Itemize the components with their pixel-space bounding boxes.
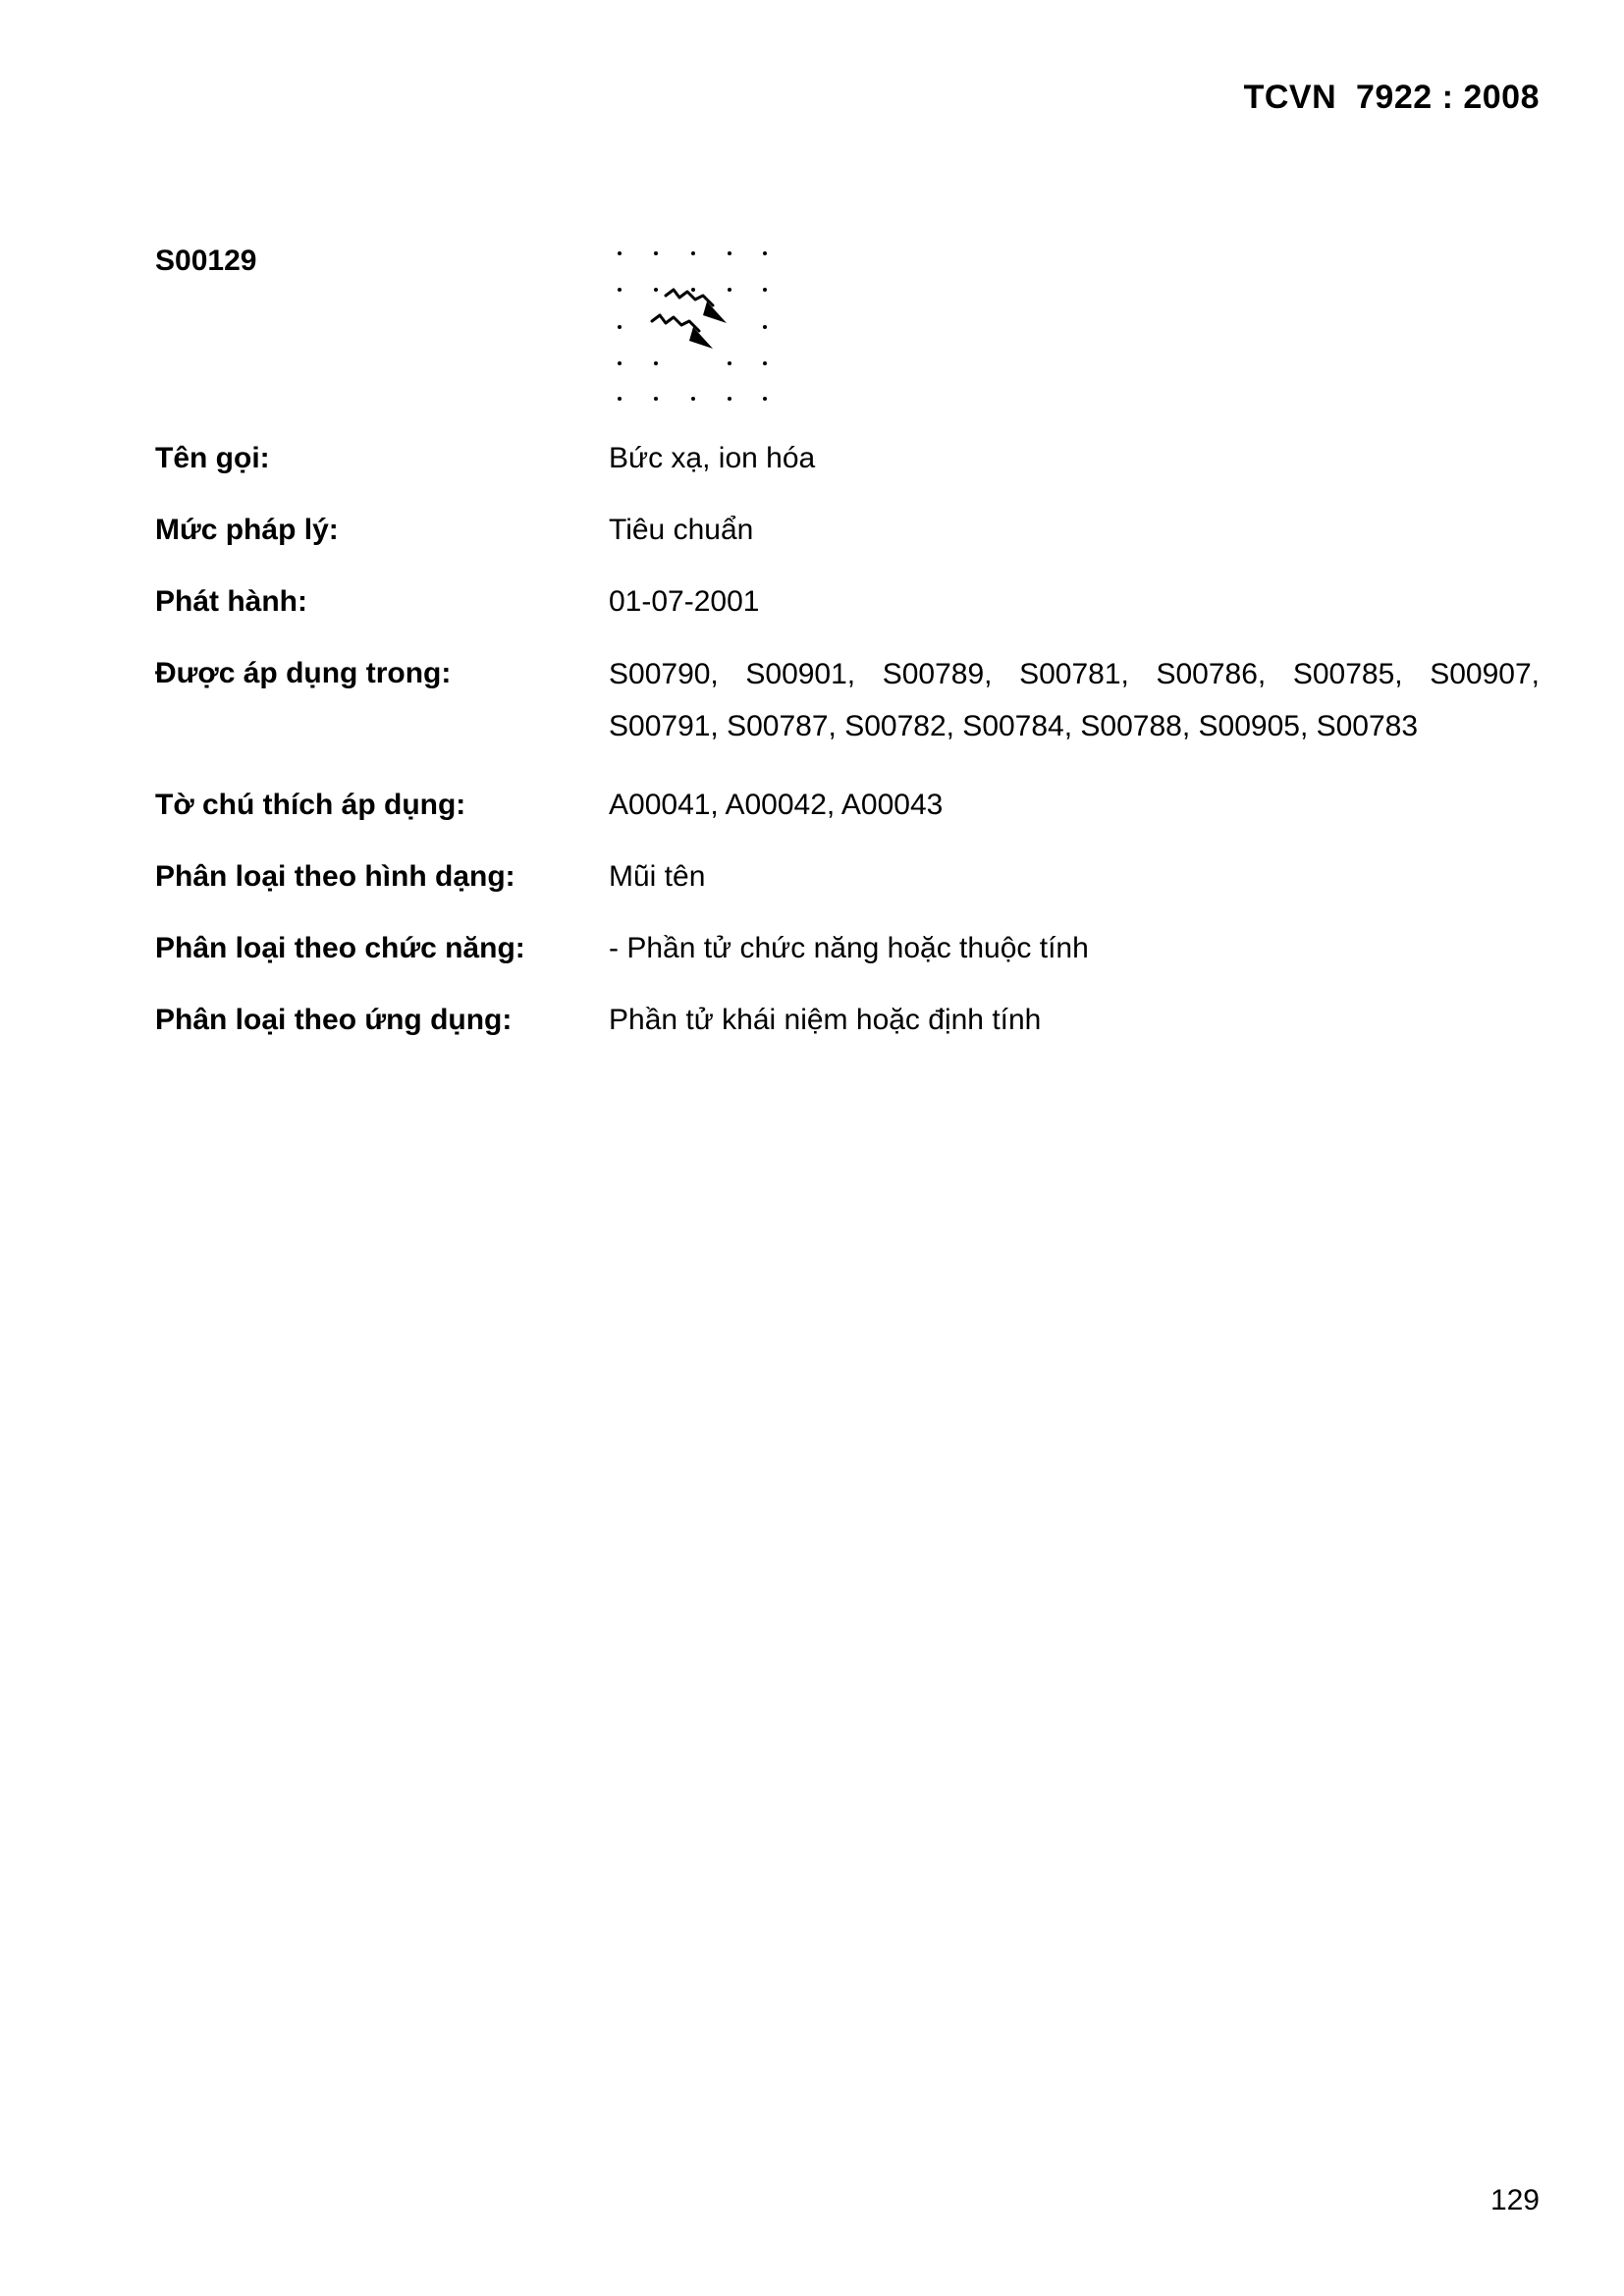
field-value: - Phần tử chức năng hoặc thuộc tính	[609, 932, 1089, 964]
field-application-class	[155, 1002, 1540, 1039]
field-value: 01-07-2001	[609, 585, 760, 618]
standard-header: TCVN 7922 : 2008	[1243, 79, 1540, 116]
field-label: Tên gọi:	[155, 442, 270, 474]
field-label: Được áp dụng trong:	[155, 657, 452, 689]
symbol-properties	[155, 440, 1540, 1073]
field-name	[155, 440, 1540, 477]
ionizing-radiation-symbol-icon	[605, 239, 782, 415]
field-value: Bức xạ, ion hóa	[609, 442, 816, 474]
field-label: Tờ chú thích áp dụng:	[155, 789, 466, 821]
field-shape-class	[155, 858, 1540, 896]
field-value: Mũi tên	[609, 860, 706, 893]
field-function-class	[155, 930, 1540, 967]
field-label: Phân loại theo chức năng:	[155, 932, 525, 964]
field-applied-in	[155, 655, 1540, 752]
field-label: Mức pháp lý:	[155, 514, 339, 546]
page-number: 129	[1489, 2184, 1540, 2216]
field-legal-level	[155, 512, 1540, 549]
field-value: Phần tử khái niệm hoặc định tính	[609, 1004, 1042, 1036]
wavy-arrows	[652, 290, 713, 331]
field-label: Phân loại theo hình dạng:	[155, 860, 515, 893]
field-label: Phát hành:	[155, 585, 307, 618]
field-value: A00041, A00042, A00043	[609, 789, 944, 821]
field-value: Tiêu chuẩn	[609, 514, 754, 546]
symbol-code: S00129	[155, 245, 257, 277]
field-note-sheets	[155, 787, 1540, 824]
field-issued	[155, 583, 1540, 621]
field-value: S00790, S00901, S00789, S00781, S00786, S00785, S00907, S00791, S00787, S00782, S00784, S00788, S00905, S00783	[609, 658, 1540, 742]
field-label: Phân loại theo ứng dụng:	[155, 1004, 513, 1036]
